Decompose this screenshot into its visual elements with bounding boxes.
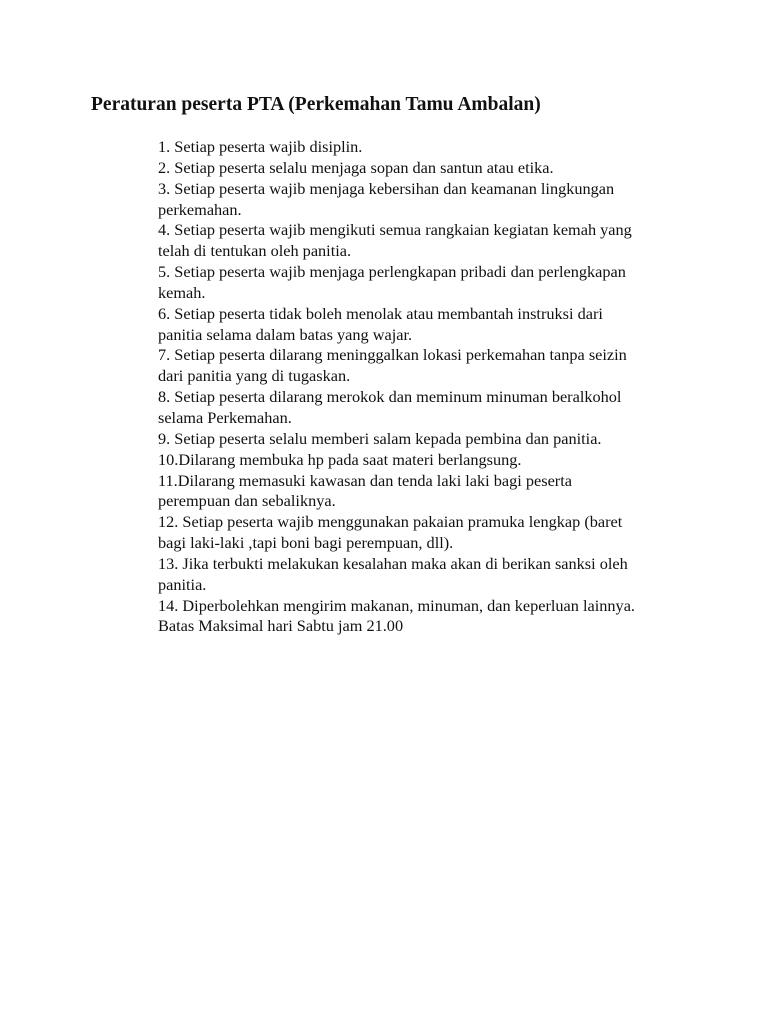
- rule-item: [158, 471, 718, 513]
- rule-text-line: panitia selama dalam batas yang wajar.: [158, 324, 413, 344]
- rule-text-line: 3. Setiap peserta wajib menjaga kebersihan dan keamanan lingkungan: [158, 178, 615, 198]
- rule-text-line: 7. Setiap peserta dilarang meninggalkan lokasi perkemahan tanpa seizin: [158, 345, 627, 365]
- rule-item: [158, 262, 718, 304]
- rule-item: [158, 450, 718, 471]
- rule-text-line: bagi laki-laki ,tapi boni bagi perempuan, dll).: [158, 533, 454, 553]
- rule-text-line: 13. Jika terbukti melakukan kesalahan maka akan di berikan sanksi oleh: [158, 553, 628, 573]
- rule-text-line: panitia.: [158, 574, 207, 594]
- rule-text-line: 6. Setiap peserta tidak boleh menolak atau membantah instruksi dari: [158, 303, 603, 323]
- rule-text-line: dari panitia yang di tugaskan.: [158, 366, 351, 386]
- rule-text-line: Batas Maksimal hari Sabtu jam 21.00: [158, 616, 404, 636]
- rule-text-line: telah di tentukan oleh panitia.: [158, 241, 352, 261]
- rule-item: [158, 429, 718, 450]
- rule-text-line: perempuan dan sebaliknya.: [158, 491, 336, 511]
- rule-item: [158, 179, 718, 221]
- rule-text-line: 11.Dilarang memasuki kawasan dan tenda laki laki bagi peserta: [158, 470, 572, 490]
- rule-text-line: 2. Setiap peserta selalu menjaga sopan dan santun atau etika.: [158, 157, 554, 177]
- rule-item: [158, 304, 718, 346]
- rule-item: [158, 387, 718, 429]
- rule-item: [158, 554, 718, 596]
- rule-item: [158, 596, 718, 638]
- rule-item: [158, 158, 718, 179]
- rules-list: [158, 137, 718, 637]
- rule-text-line: 14. Diperbolehkan mengirim makanan, minuman, dan keperluan lainnya.: [158, 595, 635, 615]
- rule-text-line: 5. Setiap peserta wajib menjaga perlengkapan pribadi dan perlengkapan: [158, 262, 626, 282]
- rule-text-line: 9. Setiap peserta selalu memberi salam kepada pembina dan panitia.: [158, 428, 602, 448]
- rule-item: [158, 137, 718, 158]
- rule-item: [158, 345, 718, 387]
- rule-text-line: 8. Setiap peserta dilarang merokok dan meminum minuman beralkohol: [158, 387, 622, 407]
- rule-text-line: perkemahan.: [158, 199, 242, 219]
- rule-text-line: 1. Setiap peserta wajib disiplin.: [158, 137, 363, 156]
- rule-item: [158, 512, 718, 554]
- rule-text-line: 10.Dilarang membuka hp pada saat materi berlangsung.: [158, 449, 522, 469]
- rule-text-line: kemah.: [158, 282, 206, 302]
- rule-text-line: 4. Setiap peserta wajib mengikuti semua rangkaian kegiatan kemah yang: [158, 220, 632, 240]
- document-title: Peraturan peserta PTA (Perkemahan Tamu Ambalan): [91, 94, 541, 115]
- rule-item: [158, 220, 718, 262]
- rule-text-line: 12. Setiap peserta wajib menggunakan pakaian pramuka lengkap (baret: [158, 512, 623, 532]
- rule-text-line: selama Perkemahan.: [158, 407, 292, 427]
